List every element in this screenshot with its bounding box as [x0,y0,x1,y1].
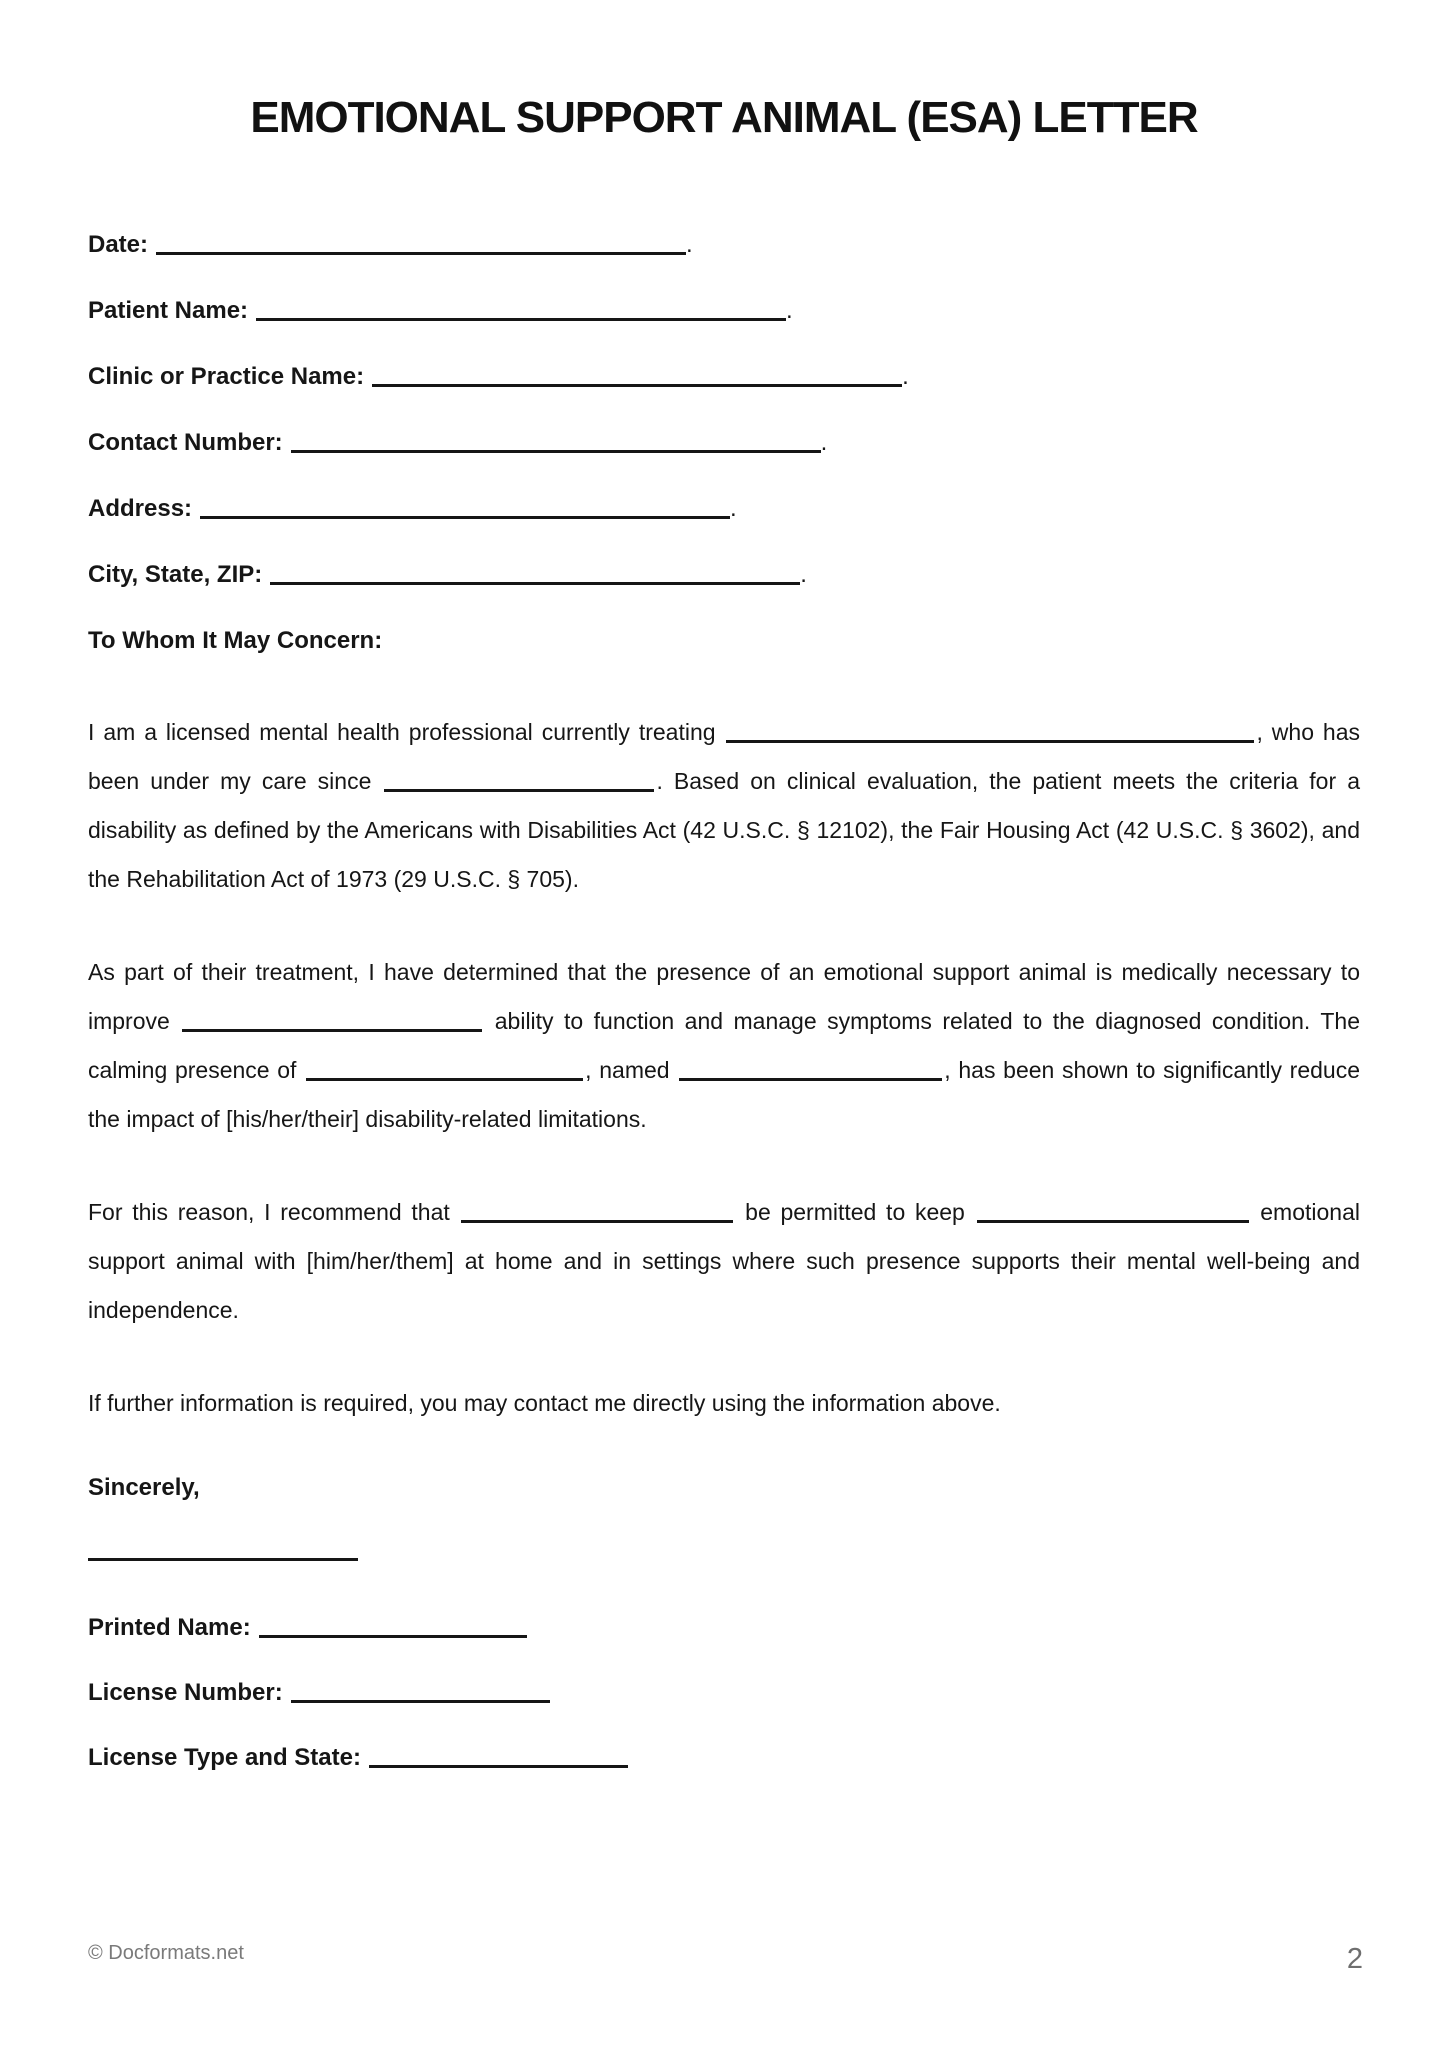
field-row [88,230,1360,260]
credential-label: Printed Name: [88,1614,251,1641]
paragraph-text: As part of their treatment, I have determined that the presence of an emotional support animal is medically necessary to improve [88,959,1360,1034]
signature-blank-line [88,1546,358,1561]
field-blank-line [291,438,821,453]
paragraph-text: be permitted to keep [735,1199,975,1225]
paragraph-text: ability to function and manage symptoms related to the diagnosed condition. The calming presence of [88,1008,1360,1083]
field-suffix: . [902,363,909,390]
fill-in-blank-line [461,1208,733,1223]
field-label: Date: [88,231,149,258]
field-label: Clinic or Practice Name: [88,363,365,390]
letter-body [88,708,1360,1428]
salutation: To Whom It May Concern: [88,627,383,654]
field-row [88,428,1360,458]
credential-label: License Type and State: [88,1744,361,1771]
credential-blank-line [291,1688,550,1703]
field-suffix: . [786,297,793,324]
field-blank-line [200,504,730,519]
fill-in-blank-line [384,777,654,792]
field-row [88,560,1360,590]
credential-blank-line [369,1753,628,1768]
field-row [88,296,1360,326]
field-row [88,362,1360,392]
fill-in-blank-line [679,1066,942,1081]
field-label: Contact Number: [88,429,283,456]
credential-label: License Number: [88,1679,283,1706]
credential-row [88,1678,1360,1708]
fill-in-blank-line [726,728,1254,743]
paragraph-text: emotional support animal with [him/her/them] at home and in settings where such presence supports their mental well-being and independence. [88,1199,1360,1323]
field-blank-line [372,372,902,387]
fill-in-blank-line [182,1017,482,1032]
field-suffix: . [730,495,737,522]
field-suffix: . [820,429,828,456]
page-title: EMOTIONAL SUPPORT ANIMAL (ESA) LETTER [250,93,1198,142]
field-blank-line [256,306,786,321]
paragraph-text: I am a licensed mental health professional currently treating [88,719,725,745]
paragraph-text: , who has been under my care since [88,719,1361,794]
field-label: Patient Name: [88,297,249,324]
credential-row [88,1613,1360,1643]
signoff: Sincerely, [88,1474,200,1501]
fill-in-blank-line [977,1208,1249,1223]
field-suffix: . [800,561,807,588]
field-label: City, State, ZIP: [88,561,263,588]
paragraph-text: . Based on clinical evaluation, the patient meets the criteria for a disability as defined by the Americans with Disabilities Act (42 U.S.C. § 12102), the Fair Housing Act (42 U.S.C. § 3602), and the Rehabilitation Act of 1973 (29 U.S.C. § 705). [88,768,1360,892]
page-number: 2 [1346,1943,1363,1975]
contact-fields [88,230,1360,590]
fill-in-blank-line [306,1066,583,1081]
credential-row [88,1743,1360,1773]
field-label: Address: [88,495,193,522]
paragraph [88,948,1360,1144]
paragraph-text: If further information is required, you may contact me directly using the information above. [88,1390,1001,1416]
credential-fields [88,1613,1360,1773]
paragraph [88,1188,1360,1335]
field-blank-line [270,570,800,585]
signature-line-row [88,1543,1360,1563]
paragraph-text: , has been shown to significantly reduce the impact of [his/her/their] disability-related limitations. [88,1057,1360,1132]
field-row [88,494,1360,524]
page-footer [88,1942,1363,1976]
credential-blank-line [259,1623,527,1638]
copyright-text: © Docformats.net [88,1942,244,1964]
paragraph-text: For this reason, I recommend that [88,1199,460,1225]
field-suffix: . [686,231,693,258]
paragraph-text: , named [585,1057,678,1083]
paragraph [88,708,1360,904]
field-blank-line [156,240,686,255]
paragraph [88,1379,1360,1428]
